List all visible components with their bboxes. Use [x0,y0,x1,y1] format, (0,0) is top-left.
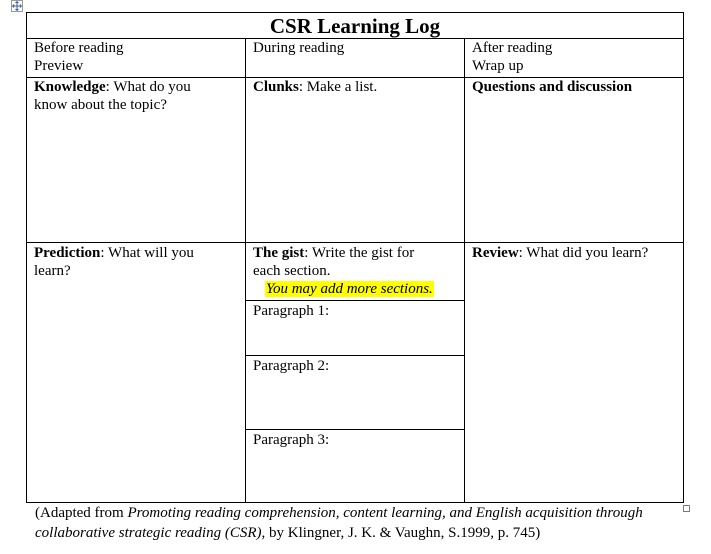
prediction-cell[interactable]: Prediction: What will you learn? [34,245,194,279]
review-cell[interactable]: Review: What did you learn? [472,245,649,261]
table-move-handle-icon[interactable] [11,0,23,12]
paragraph-1-cell[interactable]: Paragraph 1: [253,303,330,319]
source-caption: (Adapted from Promoting reading comprehension, content learning, and English acquisition through collaborative strategic reading (CSR), by Klingner, J. K. & Vaughn, S.1999, p. 745) [35,505,643,541]
header-before-reading: Before reading Preview [34,40,124,74]
col-divider-1 [245,38,246,502]
csr-learning-log-table [26,12,684,503]
clunks-cell[interactable]: Clunks: Make a list. [253,79,378,95]
table-title: CSR Learning Log [269,14,441,38]
highlighted-note: You may add more sections. [266,281,433,297]
paragraph3-divider [245,429,464,430]
header-after-reading: After reading Wrap up [472,40,553,74]
knowledge-cell[interactable]: Knowledge: What do you know about the topic? [34,79,191,113]
paragraph-3-cell[interactable]: Paragraph 3: [253,432,330,448]
row1-divider [27,242,683,243]
paragraph2-divider [245,355,464,356]
header-during-reading: During reading [253,40,345,56]
questions-cell[interactable]: Questions and discussion [472,79,633,95]
table-resize-handle-icon[interactable] [683,505,690,512]
paragraph-2-cell[interactable]: Paragraph 2: [253,358,330,374]
col-divider-2 [464,38,465,502]
gist-cell[interactable]: The gist: Write the gist for each section. You may add more sections. [253,245,433,297]
paragraph1-divider [245,300,464,301]
title-divider [27,38,683,39]
